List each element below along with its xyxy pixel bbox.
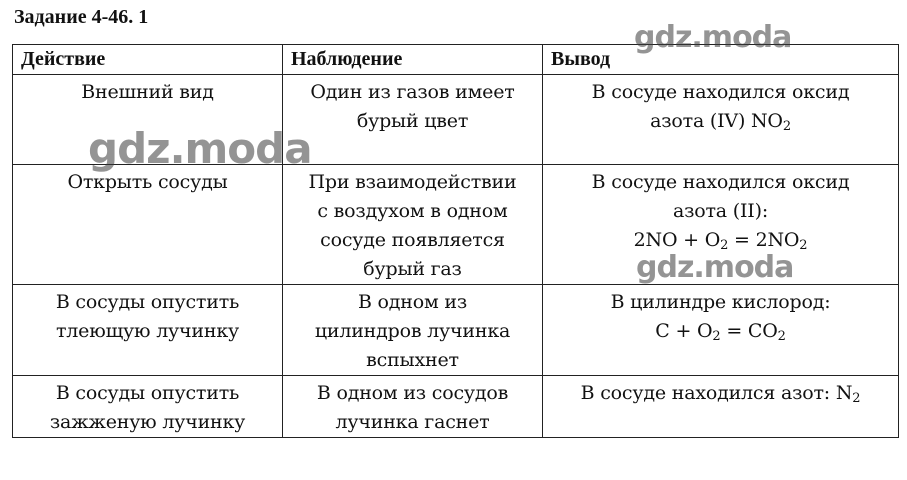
subscript: 2 — [712, 329, 721, 344]
observation-cell — [283, 165, 543, 285]
header-action: Действие — [13, 45, 283, 75]
observation-cell — [283, 75, 543, 165]
cell-line — [549, 107, 892, 136]
table-row — [13, 376, 899, 438]
table-row — [13, 285, 899, 376]
cell-line: тлеющую лучинку — [56, 320, 239, 342]
watermark: gdz.moda — [634, 20, 792, 55]
task-title: Задание 4-46. 1 — [14, 6, 149, 28]
cell-line: В одном из сосудов — [316, 382, 509, 404]
table-header-row — [13, 45, 899, 75]
text: В цилиндре кислород: — [610, 291, 831, 313]
subscript: 2 — [852, 391, 861, 406]
cell-line: лучинка гаснет — [335, 411, 490, 433]
text: C + O — [655, 320, 713, 342]
header-observation: Наблюдение — [283, 45, 543, 75]
cell-line: Внешний вид — [81, 81, 214, 103]
header-conclusion: Вывод — [543, 45, 899, 75]
text: 2NO + O — [633, 229, 721, 251]
conclusion-cell — [543, 285, 899, 376]
text: В сосуде находился азот: N — [580, 382, 853, 404]
cell-line — [549, 78, 892, 107]
equation-line — [549, 226, 892, 255]
table-row — [13, 75, 899, 165]
cell-line: сосуде появляется — [320, 229, 505, 251]
observation-cell — [283, 376, 543, 438]
subscript: 2 — [777, 329, 786, 344]
cell-line — [549, 288, 892, 317]
cell-line: В одном из — [357, 291, 468, 313]
conclusion-cell — [543, 165, 899, 285]
cell-line: В сосуды опустить — [55, 382, 240, 404]
subscript: 2 — [720, 238, 729, 253]
text: азота (II): — [672, 200, 769, 222]
text: В сосуде находился оксид — [591, 171, 850, 193]
observation-cell — [283, 285, 543, 376]
text: азота (IV) NO — [650, 110, 783, 132]
conclusion-cell — [543, 75, 899, 165]
cell-line: вспыхнет — [366, 349, 459, 371]
cell-line: зажженую лучинку — [49, 411, 246, 433]
cell-line: Один из газов имеет — [310, 81, 515, 103]
watermark: gdz.moda — [636, 250, 794, 285]
cell-line: Открыть сосуды — [67, 171, 228, 193]
text: В сосуде находился оксид — [591, 81, 850, 103]
text: = CO — [720, 320, 778, 342]
table-row — [13, 165, 899, 285]
action-cell — [13, 75, 283, 165]
cell-line — [549, 379, 892, 408]
cell-line: В сосуды опустить — [55, 291, 240, 313]
cell-line: с воздухом в одном — [317, 200, 508, 222]
cell-line: бурый газ — [363, 258, 462, 280]
subscript: 2 — [799, 238, 808, 253]
cell-line: бурый цвет — [356, 110, 469, 132]
cell-line: При взаимодействии — [308, 171, 517, 193]
subscript: 2 — [782, 119, 791, 134]
results-table — [12, 44, 899, 438]
cell-line: цилиндров лучинка — [314, 320, 511, 342]
action-cell — [13, 165, 283, 285]
text: = 2NO — [728, 229, 800, 251]
conclusion-cell — [543, 376, 899, 438]
watermark: gdz.moda — [88, 124, 312, 173]
cell-line — [549, 197, 892, 226]
cell-line — [549, 168, 892, 197]
action-cell — [13, 376, 283, 438]
equation-line — [549, 317, 892, 346]
action-cell — [13, 285, 283, 376]
